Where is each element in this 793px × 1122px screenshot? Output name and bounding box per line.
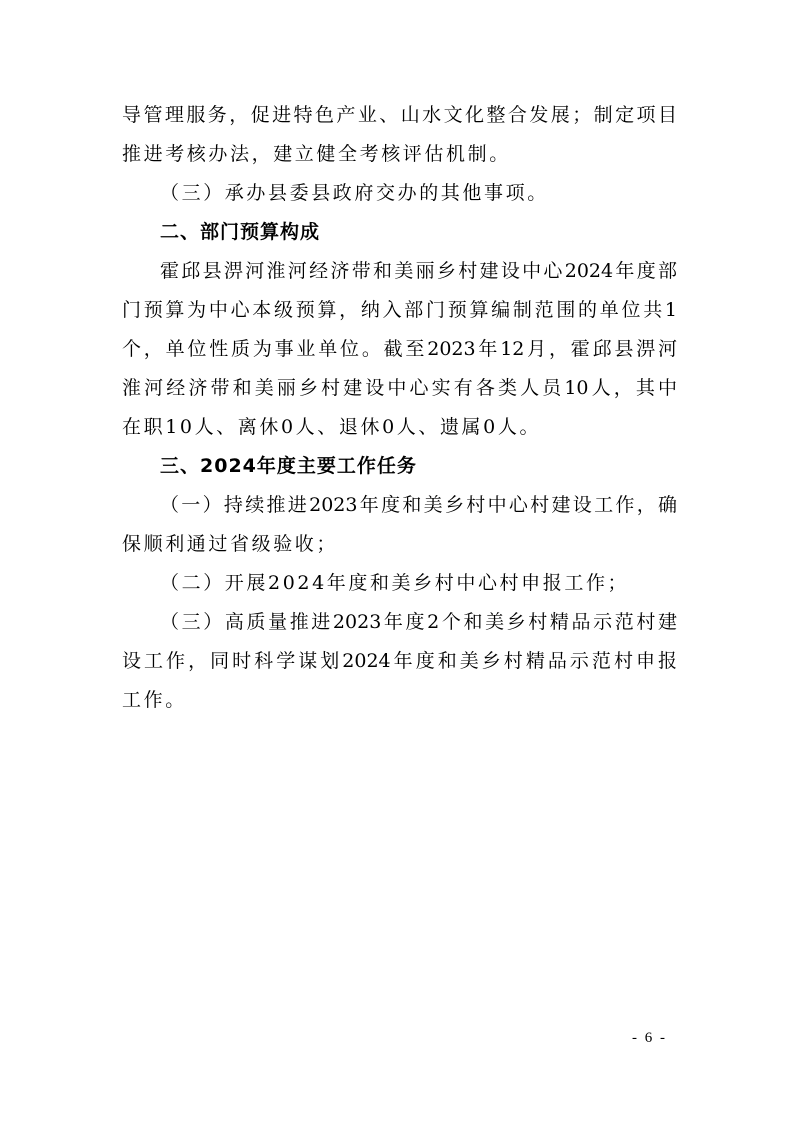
paragraph-line: 门预算为中心本级预算，纳入部门预算编制范围的单位共1 — [122, 299, 677, 321]
paragraph-line: 推进考核办法，建立健全考核评估机制。 — [122, 143, 511, 165]
paragraph-line: （三）高质量推进2023年度2个和美乡村精品示范村建 — [160, 611, 677, 633]
paragraph-line: 在职10人、离休0人、退休0人、遗属0人。 — [122, 416, 542, 438]
paragraph-line: （三）承办县委县政府交办的其他事项。 — [160, 182, 549, 204]
paragraph-line: 导管理服务，促进特色产业、山水文化整合发展；制定项目 — [122, 104, 677, 126]
paragraph-line: 淮河经济带和美丽乡村建设中心实有各类人员10人，其中 — [122, 377, 677, 399]
paragraph-line: （一）持续推进2023年度和美乡村中心村建设工作，确 — [160, 494, 677, 516]
paragraph-line: 个，单位性质为事业单位。截至2023年12月，霍邱县淠河 — [122, 338, 677, 360]
paragraph-line: 保顺利通过省级验收； — [122, 533, 339, 555]
paragraph-line: 设工作，同时科学谋划2024年度和美乡村精品示范村申报 — [122, 650, 677, 672]
paragraph-line: （二）开展2024年度和美乡村中心村申报工作； — [160, 572, 630, 594]
page-number: - 6 - — [632, 1030, 667, 1046]
paragraph-line: 工作。 — [122, 689, 187, 711]
paragraph-line: 霍邱县淠河淮河经济带和美丽乡村建设中心2024年度部 — [160, 260, 677, 282]
section-heading: 二、部门预算构成 — [160, 221, 321, 243]
section-heading: 三、2024年度主要工作任务 — [160, 455, 417, 477]
document-body — [122, 96, 677, 720]
